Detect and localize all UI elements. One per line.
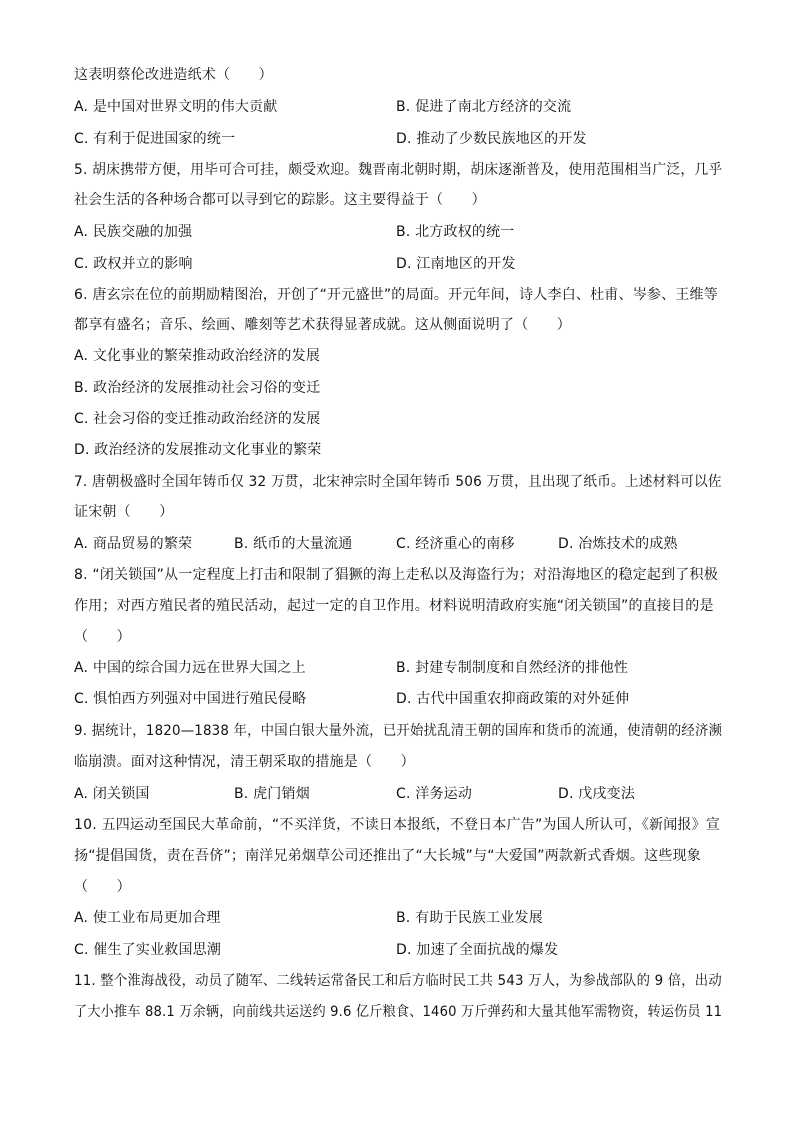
question-8-stem-line-3: （ ） — [74, 629, 131, 645]
q9-option-a: A. 闭关锁国 — [74, 786, 150, 802]
q4-option-c: C. 有利于促进国家的统一 — [74, 131, 236, 147]
question-7-stem-line-2: 证宋朝（ ） — [74, 504, 174, 520]
question-7-stem-line-1: 7. 唐朝极盛时全国年铸币仅 32 万贯，北宋神宗时全国年铸币 506 万贯，且出现了纸币。上述材料可以佐 — [74, 474, 722, 490]
q8-option-b: B. 封建专制制度和自然经济的排他性 — [396, 660, 629, 676]
question-8-stem-line-1: 8. “闭关锁国”从一定程度上打击和限制了猖獗的海上走私以及海盗行为；对沿海地区的稳定起到了积极 — [74, 567, 718, 583]
q6-option-d: D. 政治经济的发展推动文化事业的繁荣 — [74, 442, 322, 458]
q9-option-d: D. 戊戌变法 — [558, 786, 636, 802]
q8-option-d: D. 古代中国重农抑商政策的对外延伸 — [396, 691, 630, 707]
q7-option-d: D. 冶炼技术的成熟 — [558, 536, 678, 552]
question-6-stem-line-1: 6. 唐玄宗在位的前期励精图治，开创了“开元盛世”的局面。开元年间，诗人李白、杜甫、岑参、王维等 — [74, 287, 718, 303]
q8-option-a: A. 中国的综合国力远在世界大国之上 — [74, 660, 306, 676]
question-11-stem-line-2: 了大小推车 88.1 万余辆，向前线共运送约 9.6 亿斤粮食、1460 万斤弹药和大量其他军需物资，转运伤员 11 — [74, 1004, 723, 1020]
question-5-stem-line-2: 社会生活的各种场合都可以寻到它的踪影。这主要得益于（ ） — [74, 192, 486, 208]
q9-option-c: C. 洋务运动 — [396, 786, 473, 802]
q9-option-b: B. 虎门销烟 — [234, 786, 310, 802]
q6-option-b: B. 政治经济的发展推动社会习俗的变迁 — [74, 380, 321, 396]
q5-option-a: A. 民族交融的加强 — [74, 224, 193, 240]
q10-option-c: C. 催生了实业救国思潮 — [74, 942, 222, 958]
question-10-stem-line-2: 扬“提倡国货，责在吾侪”；南洋兄弟烟草公司还推出了“大长城”与“大爱国”两款新式香烟。这些现象 — [74, 848, 701, 864]
q8-option-c: C. 惧怕西方列强对中国进行殖民侵略 — [74, 691, 307, 707]
q7-option-c: C. 经济重心的南移 — [396, 536, 515, 552]
q7-option-a: A. 商品贸易的繁荣 — [74, 536, 193, 552]
q4-option-d: D. 推动了少数民族地区的开发 — [396, 131, 587, 147]
q7-option-b: B. 纸币的大量流通 — [234, 536, 353, 552]
q10-option-a: A. 使工业布局更加合理 — [74, 910, 221, 926]
question-9-stem-line-1: 9. 据统计，1820—1838 年，中国白银大量外流，已开始扰乱清王朝的国库和货币的流通，使清朝的经济濒 — [74, 723, 723, 739]
q4-option-b: B. 促进了南北方经济的交流 — [396, 99, 572, 115]
question-10-stem-line-3: （ ） — [74, 879, 131, 895]
q4-option-a: A. 是中国对世界文明的伟大贡献 — [74, 99, 278, 115]
question-6-stem-line-2: 都享有盛名；音乐、绘画、雕刻等艺术获得显著成就。这从侧面说明了（ ） — [74, 317, 571, 333]
q5-option-c: C. 政权并立的影响 — [74, 256, 193, 272]
q6-option-c: C. 社会习俗的变迁推动政治经济的发展 — [74, 411, 321, 427]
q5-option-b: B. 北方政权的统一 — [396, 224, 515, 240]
q6-option-a: A. 文化事业的繁荣推动政治经济的发展 — [74, 348, 321, 364]
q5-option-d: D. 江南地区的开发 — [396, 256, 516, 272]
question-9-stem-line-2: 临崩溃。面对这种情况，清王朝采取的措施是（ ） — [74, 754, 415, 770]
q10-option-d: D. 加速了全面抗战的爆发 — [396, 942, 559, 958]
question-4-stem-tail: 这表明蔡伦改进造纸术（ ） — [74, 67, 273, 83]
question-5-stem-line-1: 5. 胡床携带方便，用毕可合可挂，颇受欢迎。魏晋南北朝时期，胡床逐渐普及，使用范围相当广泛，几乎 — [74, 162, 723, 178]
question-8-stem-line-2: 作用；对西方殖民者的殖民活动，起过一定的自卫作用。材料说明清政府实施“闭关锁国”的直接目的是 — [74, 598, 714, 614]
question-11-stem-line-1: 11. 整个淮海战役，动员了随军、二线转运常备民工和后方临时民工共 543 万人，为参战部队的 9 倍，出动 — [74, 973, 722, 989]
q10-option-b: B. 有助于民族工业发展 — [396, 910, 543, 926]
question-10-stem-line-1: 10. 五四运动至国民大革命前，“不买洋货，不读日本报纸，不登日本广告”为国人所认可，《新闻报》宣 — [74, 817, 721, 833]
